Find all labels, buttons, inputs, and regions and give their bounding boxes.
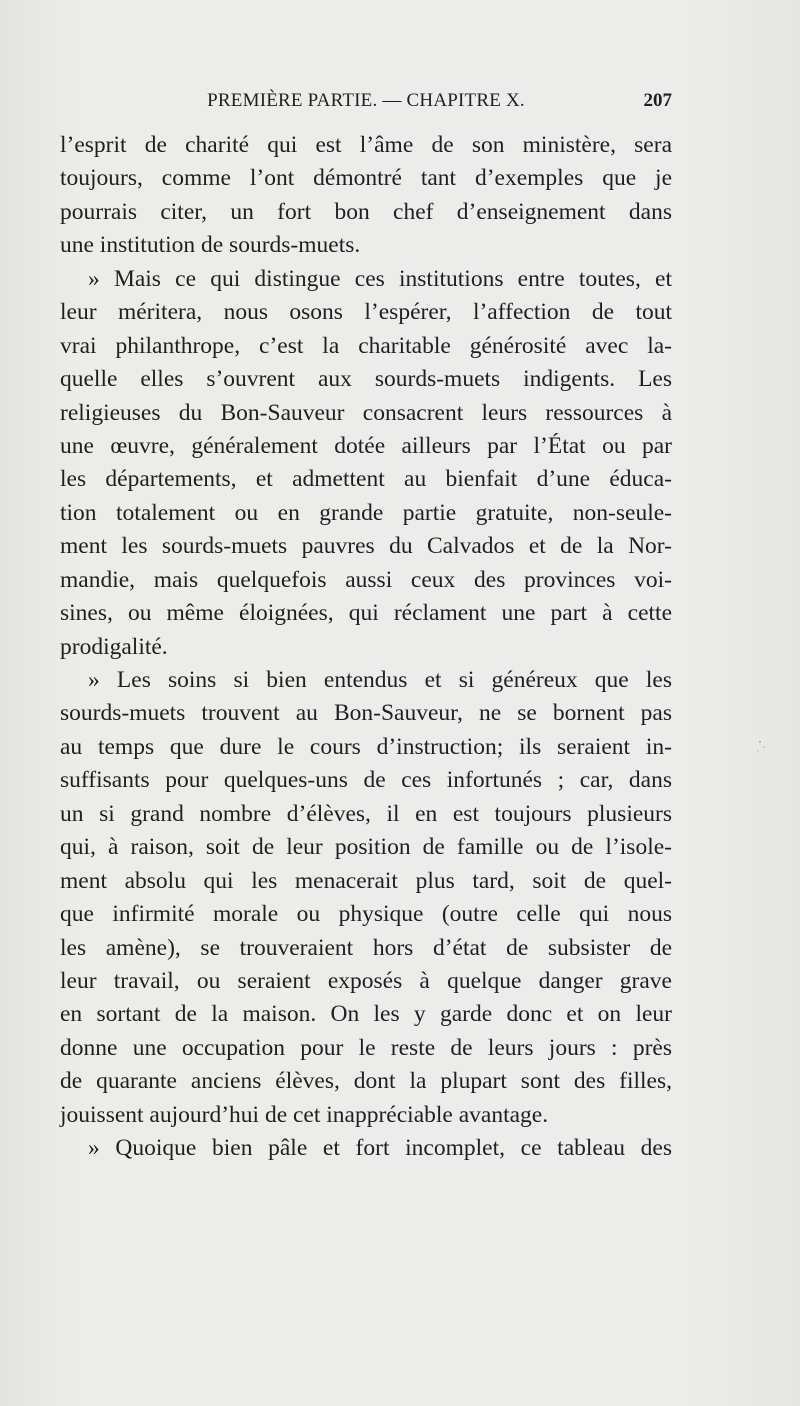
text-line: une œuvre, généralement dotée ailleurs par l’État ou par [60, 432, 672, 459]
text-line: au temps que dure le cours d’instruction; ils seraient in- [60, 733, 672, 760]
page-number: 207 [643, 90, 672, 111]
page-header [60, 90, 672, 118]
text-line: un si grand nombre d’élèves, il en est toujours plusieurs [60, 800, 672, 827]
text-line: leur travail, ou seraient exposés à quelque danger grave [60, 967, 672, 994]
text-line: sines, ou même éloignées, qui réclament une part à cette [60, 600, 672, 627]
text-line: toujours, comme l’ont démontré tant d’exemples que je [60, 165, 672, 192]
text-line: mandie, mais quelquefois aussi ceux des provinces voi- [60, 566, 672, 593]
text-line: suffisants pour quelques-uns de ces infortunés ; car, dans [60, 767, 672, 794]
text-line: vrai philanthrope, c’est la charitable générosité avec la- [60, 332, 672, 359]
text-line: jouissent aujourd’hui de cet inappréciable avantage. [60, 1101, 549, 1128]
text-line: quelle elles s’ouvrent aux sourds-muets indigents. Les [60, 366, 672, 393]
text-line: ment les sourds-muets pauvres du Calvados et de la Nor- [60, 533, 672, 560]
text-line: les départements, et admettent au bienfait d’une éduca- [60, 466, 672, 493]
text-line: l’esprit de charité qui est l’âme de son ministère, sera [60, 132, 672, 158]
text-line: pourrais citer, un fort bon chef d’enseignement dans [60, 198, 672, 225]
running-head: PREMIÈRE PARTIE. — CHAPITRE X. [207, 90, 525, 111]
text-line: ment absolu qui les menacerait plus tard, soit de quel- [60, 867, 672, 894]
text-line: que infirmité morale ou physique (outre celle qui nous [60, 901, 672, 928]
text-line: leur méritera, nous osons l’espérer, l’affection de tout [60, 299, 672, 326]
text-line: une institution de sourds-muets. [60, 232, 361, 259]
page-blemish [740, 720, 800, 780]
text-line: de quarante anciens élèves, dont la plupart sont des filles, [60, 1068, 672, 1095]
text-line: » Les soins si bien entendus et si généreux que les [88, 667, 672, 693]
text-line: qui, à raison, soit de leur position de famille ou de l’isole- [60, 834, 672, 861]
text-line: » Mais ce qui distingue ces institutions entre toutes, et [88, 265, 672, 292]
text-line: sourds-muets trouvent au Bon-Sauveur, ne se bornent pas [60, 700, 672, 727]
text-line: les amène), se trouveraient hors d’état de subsister de [60, 934, 672, 961]
text-line: tion totalement ou en grande partie gratuite, non-seule- [60, 499, 672, 526]
text-line: en sortant de la maison. On les y garde donc et on leur [60, 1001, 672, 1028]
text-line: donne une occupation pour le reste de leurs jours : près [60, 1034, 672, 1061]
text-line: » Quoique bien pâle et fort incomplet, ce tableau des [88, 1135, 672, 1162]
text-line: prodigalité. [60, 633, 168, 660]
body-text [60, 129, 672, 1166]
text-line: religieuses du Bon-Sauveur consacrent leurs ressources à [60, 399, 672, 426]
